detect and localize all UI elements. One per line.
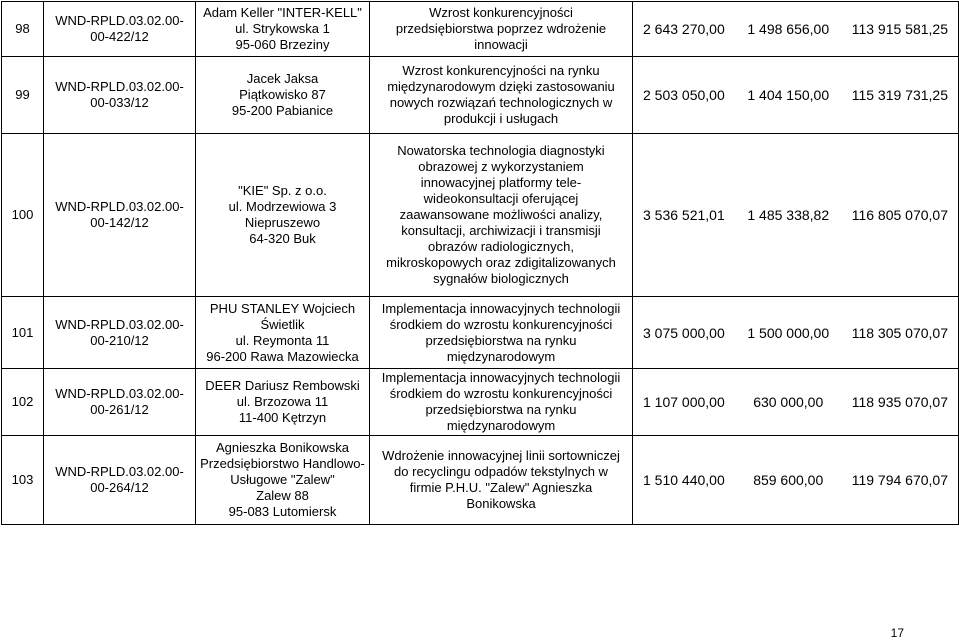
project-title-line: konsultacji, archiwizacji i transmisji <box>401 223 601 238</box>
amounts-group <box>637 207 954 223</box>
beneficiary-line: ul. Modrzewiowa 3 <box>228 199 337 214</box>
beneficiary-line: 95-060 Brzeziny <box>235 37 330 52</box>
project-title-line: Nowatorska technologia diagnostyki <box>397 143 605 158</box>
grant-value: 1 498 656,00 <box>747 21 830 37</box>
project-title-line: sygnałów biologicznych <box>433 271 569 286</box>
project-title-line: środkiem do wzrostu konkurencyjności <box>389 386 613 401</box>
project-title-line: produkcji i usługach <box>443 111 559 126</box>
project-title-line: Implementacja innowacyjnych technologii <box>381 370 621 385</box>
beneficiary-line: Świetlik <box>260 316 305 332</box>
beneficiary-line: 96-200 Rawa Mazowiecka <box>206 348 359 364</box>
project-title-line: do recyclingu odpadów tekstylnych w <box>394 464 608 479</box>
application-code-line: WND-RPLD.03.02.00- <box>55 464 184 479</box>
project-title-line: Implementacja innowacyjnych technologii <box>381 300 621 316</box>
row-number-cell <box>2 134 44 297</box>
beneficiary-cell <box>196 134 370 297</box>
amounts-group <box>637 472 954 488</box>
project-title-line: nowych rozwiązań technologicznych w <box>389 95 613 110</box>
amounts-cell <box>633 297 959 369</box>
project-title-line: mikroskopowych oraz zdigitalizowanych <box>386 255 616 270</box>
beneficiary-line: "KIE" Sp. z o.o. <box>238 183 327 198</box>
beneficiary-line: ul. Strykowska 1 <box>235 21 330 36</box>
beneficiary-cell <box>196 369 370 436</box>
projects-table <box>1 1 959 525</box>
beneficiary-line: DEER Dariusz Rembowski <box>205 378 360 393</box>
row-number: 103 <box>11 472 34 487</box>
cumulative-value: 118 935 070,07 <box>851 394 948 410</box>
row-number-cell <box>2 436 44 525</box>
table-row <box>2 297 959 369</box>
total-value: 1 510 440,00 <box>643 472 725 488</box>
amounts-group <box>637 87 954 103</box>
grant-value: 1 500 000,00 <box>747 324 830 341</box>
table-row <box>2 57 959 134</box>
project-title-line: międzynarodowym <box>446 348 556 364</box>
total-value: 3 075 000,00 <box>643 324 725 341</box>
application-code-cell <box>44 297 196 369</box>
cumulative-value: 113 915 581,25 <box>851 21 948 37</box>
application-code-line: WND-RPLD.03.02.00- <box>55 199 184 214</box>
project-title-line: Wzrost konkurencyjności <box>429 5 573 20</box>
beneficiary-line: Piątkowisko 87 <box>239 87 326 102</box>
beneficiary-line: Agnieszka Bonikowska <box>216 440 349 455</box>
beneficiary-line: 11-400 Kętrzyn <box>238 410 327 425</box>
project-title-cell <box>370 297 633 369</box>
cumulative-value: 119 794 670,07 <box>851 472 948 488</box>
page-number: 17 <box>890 626 904 640</box>
beneficiary-line: Niepruszewo <box>244 215 321 230</box>
total-value: 1 107 000,00 <box>643 394 725 410</box>
project-title-line: Wzrost konkurencyjności na rynku <box>402 63 600 78</box>
application-code-cell <box>44 57 196 134</box>
amounts-group <box>637 325 954 341</box>
row-number-cell <box>2 297 44 369</box>
row-number: 100 <box>11 207 34 222</box>
row-number-cell <box>2 57 44 134</box>
beneficiary-cell <box>196 297 370 369</box>
application-code-line: 00-264/12 <box>90 480 149 495</box>
row-number: 101 <box>11 324 34 340</box>
application-code-line: WND-RPLD.03.02.00- <box>55 13 184 28</box>
amounts-group <box>637 394 954 410</box>
application-code-line: WND-RPLD.03.02.00- <box>55 386 184 401</box>
beneficiary-line: 64-320 Buk <box>249 231 316 246</box>
grant-value: 1 485 338,82 <box>747 207 830 223</box>
total-value: 2 503 050,00 <box>643 87 725 103</box>
amounts-cell <box>633 2 959 57</box>
project-title-line: zaawansowane możliwości analizy, <box>399 207 603 222</box>
beneficiary-line: Zalew 88 <box>256 488 309 503</box>
cumulative-value: 118 305 070,07 <box>851 324 948 341</box>
grant-value: 1 404 150,00 <box>747 87 830 103</box>
table-row <box>2 369 959 436</box>
beneficiary-line: ul. Reymonta 11 <box>235 332 330 348</box>
project-title-line: obrazów radiologicznych, <box>428 239 574 254</box>
application-code-cell <box>44 134 196 297</box>
beneficiary-cell <box>196 2 370 57</box>
application-code-line: 00-422/12 <box>90 29 149 44</box>
cumulative-value: 116 805 070,07 <box>851 207 948 223</box>
grant-value: 630 000,00 <box>753 394 824 410</box>
beneficiary-line: Przedsiębiorstwo Handlowo- <box>200 456 365 471</box>
cumulative-value: 115 319 731,25 <box>851 87 948 103</box>
application-code-line: WND-RPLD.03.02.00- <box>55 316 184 332</box>
amounts-cell <box>633 57 959 134</box>
application-code-line: 00-261/12 <box>90 402 149 417</box>
grant-value: 859 600,00 <box>753 472 824 488</box>
project-title-line: Bonikowska <box>466 496 536 511</box>
row-number-cell <box>2 2 44 57</box>
beneficiary-line: PHU STANLEY Wojciech <box>209 300 356 316</box>
application-code-cell <box>44 369 196 436</box>
beneficiary-line: ul. Brzozowa 11 <box>236 394 329 409</box>
application-code-cell <box>44 2 196 57</box>
beneficiary-line: 95-200 Pabianice <box>231 103 334 118</box>
total-value: 2 643 270,00 <box>643 21 725 37</box>
project-title-line: firmie P.H.U. "Zalew" Agnieszka <box>409 480 593 495</box>
project-title-cell <box>370 369 633 436</box>
beneficiary-line: Usługowe "Zalew" <box>230 472 335 487</box>
application-code-line: 00-210/12 <box>90 332 149 348</box>
row-number-cell <box>2 369 44 436</box>
project-title-line: obrazowej z wykorzystaniem <box>418 159 584 174</box>
beneficiary-line: Jacek Jaksa <box>246 71 319 86</box>
total-value: 3 536 521,01 <box>643 207 725 223</box>
amounts-cell <box>633 436 959 525</box>
row-number: 98 <box>15 21 30 36</box>
application-code-line: 00-033/12 <box>90 95 149 110</box>
application-code-cell <box>44 436 196 525</box>
project-title-line: przedsiębiorstwa poprzez wdrożenie <box>395 21 607 36</box>
beneficiary-cell <box>196 57 370 134</box>
project-title-cell <box>370 2 633 57</box>
project-title-cell <box>370 57 633 134</box>
amounts-cell <box>633 134 959 297</box>
beneficiary-cell <box>196 436 370 525</box>
project-title-cell <box>370 436 633 525</box>
project-title-line: innowacji <box>474 37 528 52</box>
beneficiary-line: Adam Keller "INTER-KELL" <box>203 5 362 20</box>
beneficiary-line: 95-083 Lutomiersk <box>228 504 337 519</box>
table-row <box>2 436 959 525</box>
project-title-line: międzynarodowym dzięki zastosowaniu <box>387 79 615 94</box>
project-title-line: środkiem do wzrostu konkurencyjności <box>389 316 613 332</box>
application-code-line: 00-142/12 <box>90 215 149 230</box>
row-number: 99 <box>15 87 30 102</box>
project-title-line: wideokonsultacji oferującej <box>423 191 579 206</box>
application-code-line: WND-RPLD.03.02.00- <box>55 79 184 94</box>
project-title-line: przedsiębiorstwa na rynku <box>425 402 577 417</box>
project-title-line: przedsiębiorstwa na rynku <box>425 332 577 348</box>
project-title-line: międzynarodowym <box>446 418 556 433</box>
table-row <box>2 134 959 297</box>
amounts-cell <box>633 369 959 436</box>
project-title-cell <box>370 134 633 297</box>
project-title-line: innowacyjnej platformy tele- <box>420 175 582 190</box>
table-row <box>2 2 959 57</box>
project-title-line: Wdrożenie innowacyjnej linii sortowniczej <box>382 448 620 463</box>
row-number: 102 <box>11 394 34 409</box>
amounts-group <box>637 21 954 37</box>
